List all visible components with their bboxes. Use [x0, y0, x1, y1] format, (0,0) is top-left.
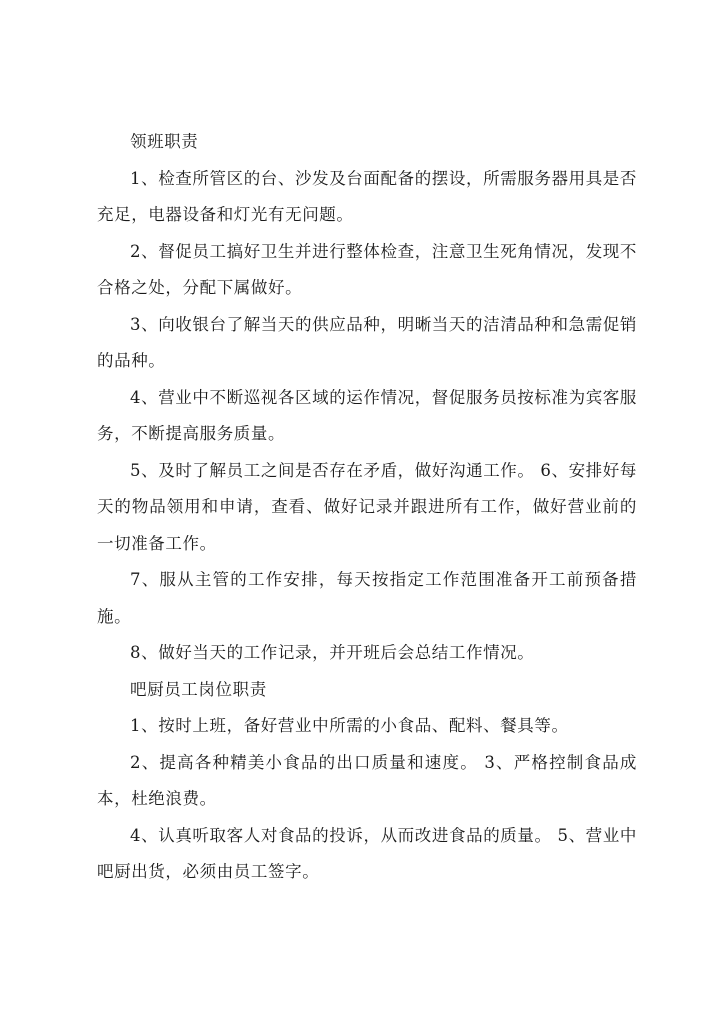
duty-item: 1、按时上班，备好营业中所需的小食品、配料、餐具等。 [130, 716, 569, 735]
duty-item: 4、营业中不断巡视各区域的运作情况，督促服务员按标准为宾客服务，不断提高服务质量。 [97, 387, 637, 443]
section-title-bar-kitchen-duties: 吧厨员工岗位职责 [130, 679, 267, 699]
duty-item: 2、提高各种精美小食品的出口质量和速度。 3、严格控制食品成本，杜绝浪费。 [97, 752, 637, 808]
duty-item: 3、向收银台了解当天的供应品种，明晰当天的洁清品种和急需促销的品种。 [97, 314, 637, 370]
duty-item: 7、服从主管的工作安排，每天按指定工作范围准备开工前预备措施。 [97, 570, 637, 626]
document-body [97, 124, 637, 891]
duty-item: 4、认真听取客人对食品的投诉，从而改进食品的质量。 5、营业中吧厨出货，必须由员工签字。 [97, 825, 637, 881]
duty-item: 8、做好当天的工作记录，并开班后会总结工作情况。 [130, 643, 535, 662]
duty-item: 2、督促员工搞好卫生并进行整体检查，注意卫生死角情况，发现不合格之处，分配下属做好。 [97, 241, 637, 297]
section-title-foreman-duties: 领班职责 [130, 132, 199, 151]
duty-item: 5、及时了解员工之间是否存在矛盾，做好沟通工作。 6、安排好每天的物品领用和申请，查看、做好记录并跟进所有工作，做好营业前的一切准备工作。 [97, 460, 637, 553]
duty-item: 1、检查所管区的台、沙发及台面配备的摆设，所需服务器用具是否充足，电器设备和灯光有无问题。 [97, 168, 637, 224]
